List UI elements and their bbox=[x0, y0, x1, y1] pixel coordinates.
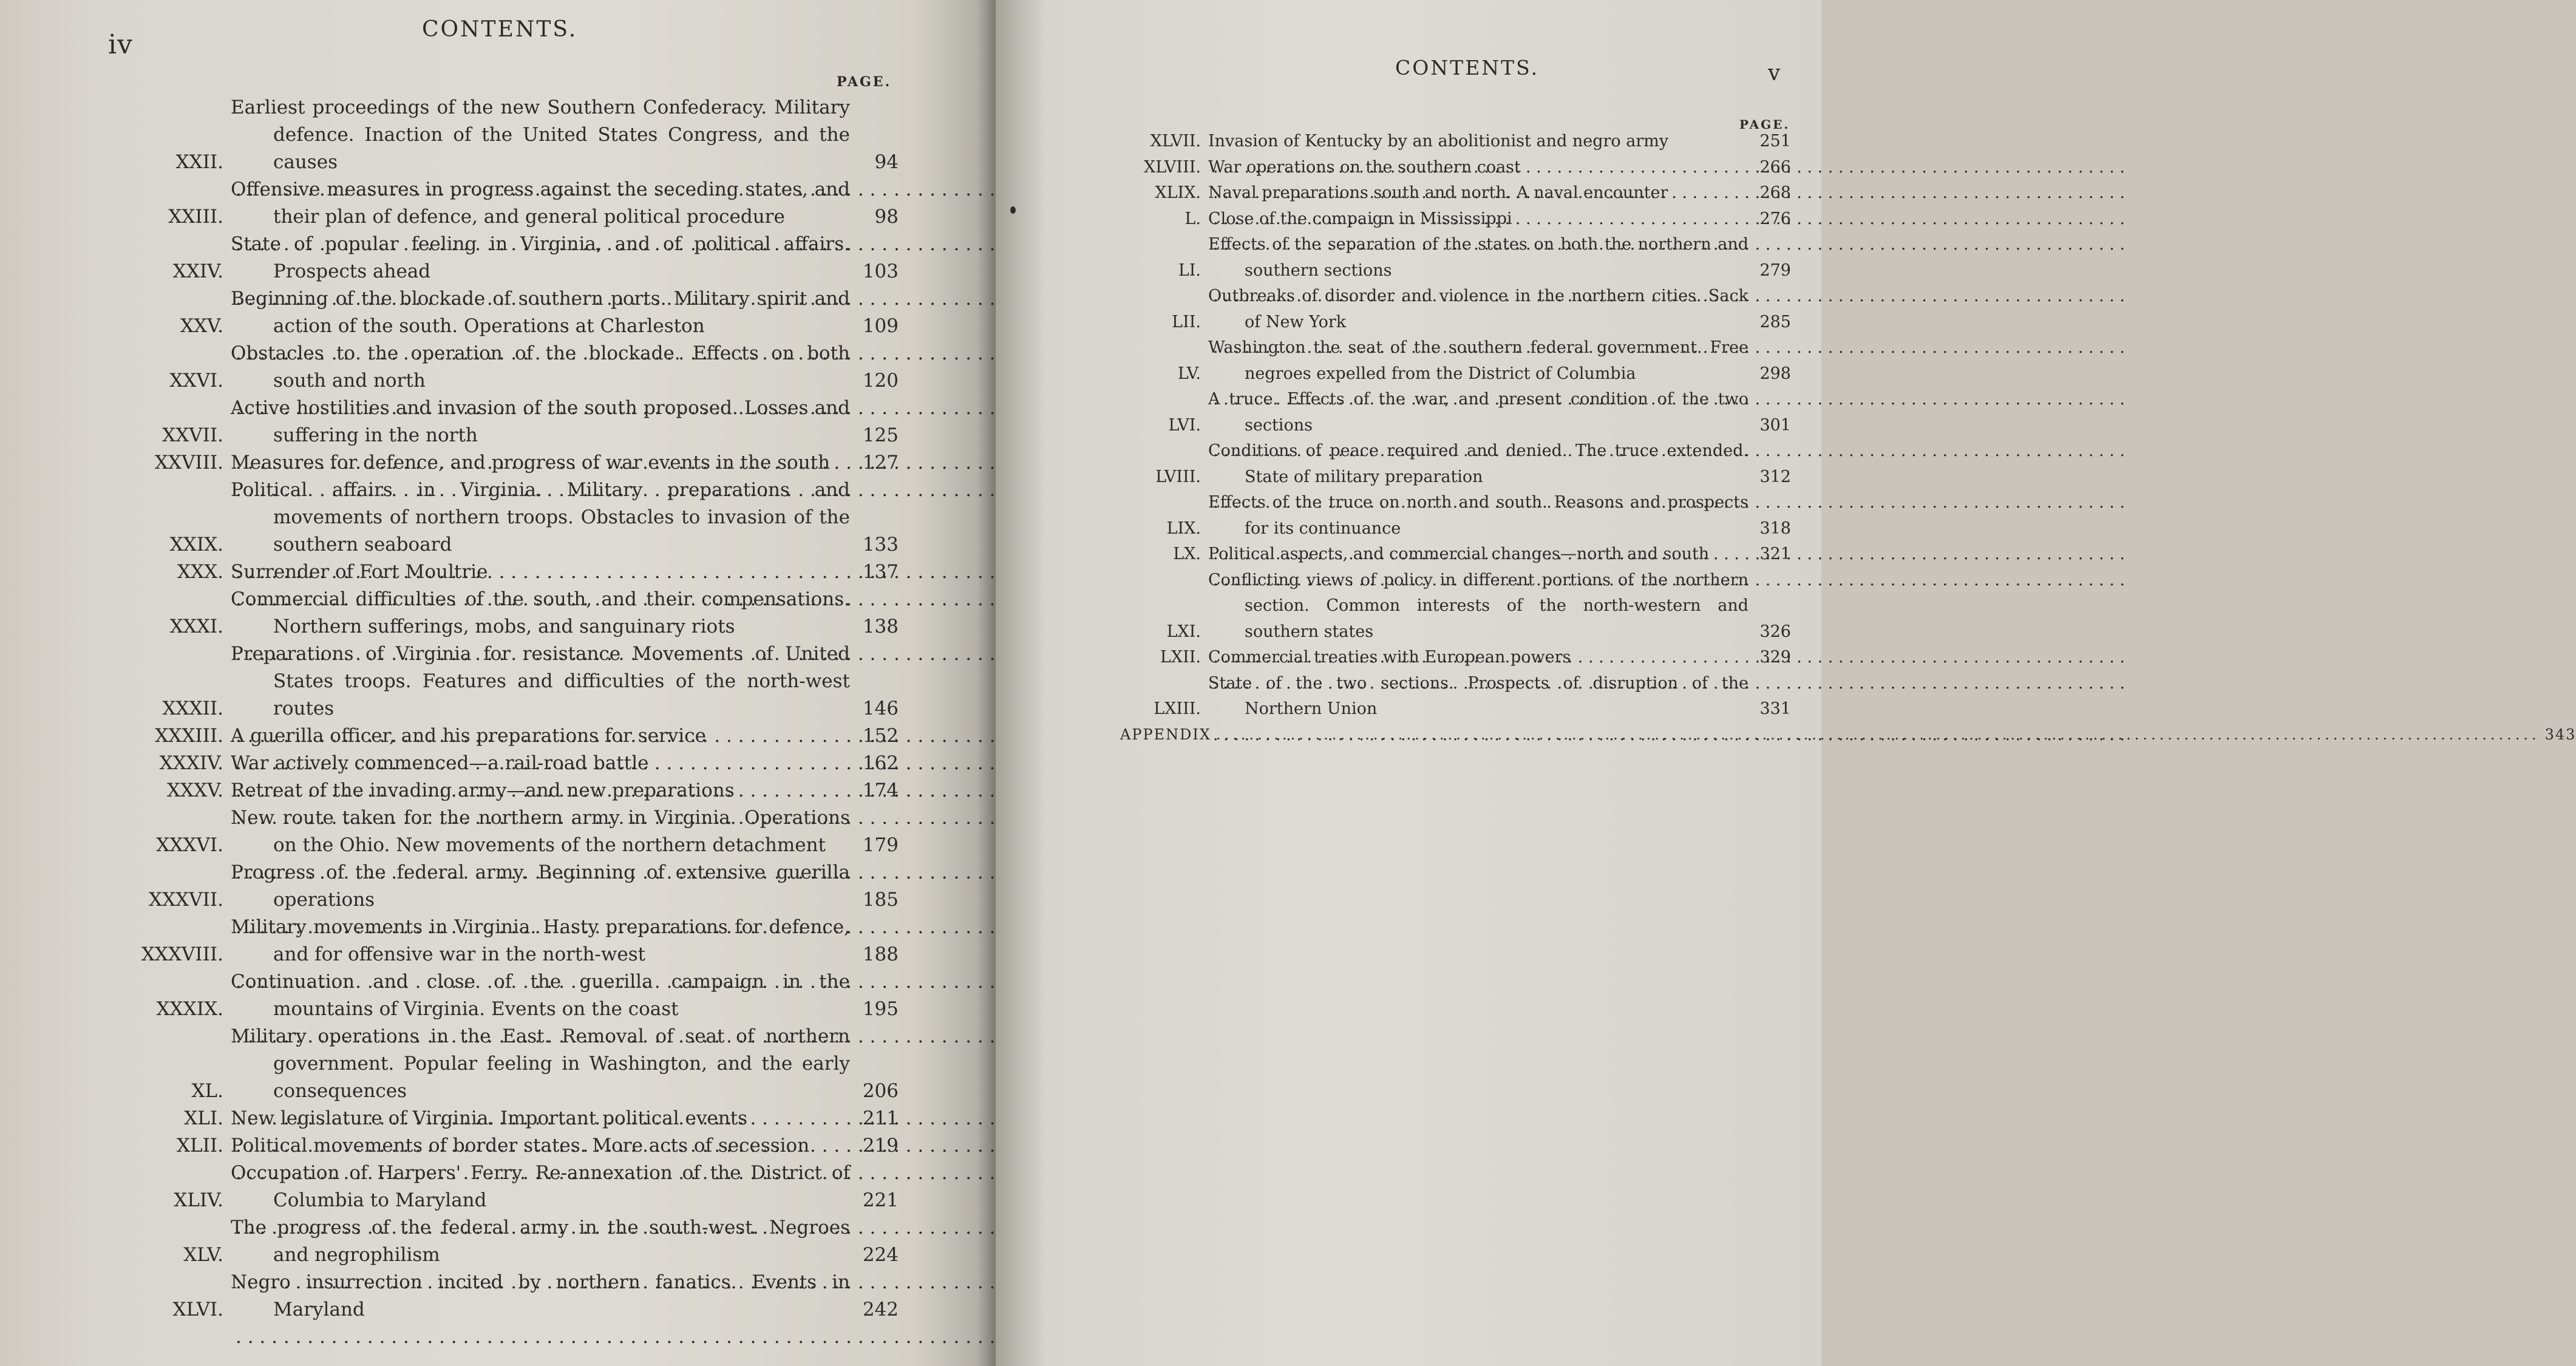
chapter-title bbox=[231, 1023, 850, 1105]
chapter-title-text: Measures for defence, and progress of war events in the south bbox=[231, 452, 831, 474]
chapter-number: XXVI. bbox=[169, 370, 223, 392]
chapter-title bbox=[1208, 387, 1748, 438]
chapter-number: XLVII. bbox=[1150, 132, 1201, 151]
chapter-title-text: Military movements in Virginia. Hasty preparations for defence, and for offensive war in the north-west bbox=[231, 916, 850, 965]
toc-entry bbox=[127, 449, 899, 477]
toc-entry bbox=[127, 968, 899, 1023]
page-reference: 127 bbox=[862, 452, 899, 474]
chapter-number: LI. bbox=[1178, 260, 1201, 280]
chapter-title-text: Offensive measures in progress against the seceding states, and their plan of defence, and general political procedure bbox=[231, 178, 850, 228]
page-reference: 268 bbox=[1759, 183, 1791, 202]
page-reference: 195 bbox=[862, 998, 899, 1020]
chapter-title bbox=[231, 641, 850, 722]
chapter-number: XLVI. bbox=[172, 1299, 223, 1320]
toc-entry bbox=[1117, 155, 1791, 181]
toc-entry bbox=[127, 1160, 899, 1214]
chapter-number: XXX. bbox=[177, 561, 223, 583]
chapter-title-text: Progress of the federal army. Beginning of extensive guerilla operations bbox=[231, 861, 850, 911]
chapter-title-text: Political movements of border states. More acts of secession bbox=[231, 1135, 810, 1157]
page-reference: 188 bbox=[862, 943, 899, 965]
chapter-title-text: New legislature of Virginia. Important political events bbox=[231, 1107, 748, 1129]
chapter-title bbox=[1208, 438, 1748, 490]
toc-entry bbox=[127, 477, 899, 559]
toc-entry bbox=[1117, 438, 1791, 490]
toc-entry bbox=[127, 586, 899, 641]
chapter-title-text: A guerilla officer, and his preparations for service bbox=[231, 725, 706, 747]
chapter-title bbox=[1208, 155, 1748, 181]
chapter-title-text: War actively commenced—a rail-road battle bbox=[231, 752, 649, 774]
toc-entry bbox=[127, 1023, 899, 1105]
chapter-number: LXII. bbox=[1160, 648, 1201, 667]
chapter-title bbox=[231, 586, 850, 641]
chapter-title-text: Political aspects, and commercial changes—north and south bbox=[1208, 545, 1710, 563]
page-reference: 138 bbox=[862, 616, 899, 637]
chapter-title-text: Commercial treaties with European powers bbox=[1208, 648, 1571, 667]
page-reference: 224 bbox=[862, 1244, 899, 1266]
chapter-title bbox=[1208, 180, 1748, 206]
chapter-title-text: Active hostilities and invasion of the south proposed. Losses and suffering in the north bbox=[231, 397, 850, 446]
toc-entry bbox=[1117, 645, 1791, 671]
toc-entry bbox=[1117, 284, 1791, 335]
toc-entry bbox=[1117, 387, 1791, 438]
chapter-number: XXIV. bbox=[172, 260, 223, 282]
chapter-number: XLIX. bbox=[1155, 183, 1201, 202]
chapter-title-text: A truce. Effects of the war, and present condition of the two sections bbox=[1208, 390, 1748, 435]
chapter-number: XXXV. bbox=[166, 780, 223, 801]
chapter-title-text: State of the two sections. Prospects of disruption of the Northern Union bbox=[1208, 673, 1748, 718]
page-reference: 285 bbox=[1759, 312, 1791, 331]
page-reference: 152 bbox=[862, 725, 899, 747]
page-reference: 276 bbox=[1759, 209, 1791, 228]
page-reference: 120 bbox=[862, 370, 899, 392]
chapter-title-text: Naval preparations south and north. A naval encounter bbox=[1208, 183, 1668, 202]
page-reference: 94 bbox=[874, 151, 899, 173]
chapter-title bbox=[231, 914, 850, 968]
page-reference: 298 bbox=[1759, 364, 1791, 383]
appendix-page: 343 bbox=[2544, 726, 2576, 743]
left-page bbox=[0, 0, 996, 1366]
chapter-number: XLV. bbox=[183, 1244, 223, 1266]
chapter-title bbox=[1208, 490, 1748, 542]
chapter-title bbox=[1208, 671, 1748, 722]
page-reference: 251 bbox=[1759, 132, 1791, 151]
page-reference: 103 bbox=[862, 260, 899, 282]
page-reference: 312 bbox=[1759, 467, 1791, 486]
page-reference: 266 bbox=[1759, 157, 1791, 177]
toc-entry bbox=[127, 1132, 899, 1160]
chapter-number: LVI. bbox=[1168, 415, 1201, 435]
page-reference: 331 bbox=[1759, 699, 1791, 718]
chapter-title bbox=[231, 1214, 850, 1269]
page-reference: 221 bbox=[862, 1189, 899, 1211]
page-reference: 219 bbox=[862, 1135, 899, 1157]
toc-entry bbox=[1117, 542, 1791, 568]
toc-entry bbox=[127, 231, 899, 285]
chapter-number: XXXVI. bbox=[156, 834, 223, 856]
page-reference: 279 bbox=[1759, 260, 1791, 280]
chapter-title-text: Beginning of the blockade of southern ports. Military spirit and action of the south. Operations at Charleston bbox=[231, 288, 850, 337]
chapter-title bbox=[231, 395, 850, 449]
chapter-title-text: Retreat of the invading army—and new preparations bbox=[231, 780, 735, 801]
toc-entry bbox=[127, 395, 899, 449]
toc-entry bbox=[127, 94, 899, 176]
chapter-title bbox=[1208, 284, 1748, 335]
page-reference: 206 bbox=[862, 1080, 899, 1102]
chapter-title-text: The progress of the federal army in the south-west. Negroes and negrophilism bbox=[231, 1217, 850, 1266]
chapter-number: LV. bbox=[1177, 364, 1201, 383]
toc-entry bbox=[1117, 129, 1791, 155]
toc-entry bbox=[127, 176, 899, 231]
chapter-title bbox=[231, 1105, 850, 1132]
chapter-number: XL. bbox=[191, 1080, 223, 1102]
chapter-number: XXXIII. bbox=[155, 725, 223, 747]
toc-entry bbox=[1117, 232, 1791, 284]
page-reference: 133 bbox=[862, 534, 899, 556]
toc-entry bbox=[127, 859, 899, 914]
chapter-number: XLI. bbox=[184, 1107, 223, 1129]
chapter-number: L. bbox=[1184, 209, 1201, 228]
toc-entry bbox=[127, 804, 899, 859]
toc-entry bbox=[127, 777, 899, 804]
page-reference: 179 bbox=[862, 834, 899, 856]
page-reference: 321 bbox=[1759, 545, 1791, 563]
toc-entry bbox=[127, 340, 899, 395]
chapter-title-text: Negro insurrection incited by northern fanatics. Events in Maryland bbox=[231, 1271, 850, 1320]
chapter-title-text: Effects of the truce on north and south. Reasons and prospects for its continuance bbox=[1208, 493, 1748, 538]
chapter-number: LX. bbox=[1173, 545, 1201, 563]
chapter-title-text: Surrender of Fort Moultrie bbox=[231, 561, 488, 583]
chapter-number: LVIII. bbox=[1155, 467, 1201, 486]
chapter-title-text: Obstacles to the operation of the blockade. Effects on both south and north bbox=[231, 342, 850, 392]
chapter-title bbox=[231, 968, 850, 1023]
chapter-title-text: Continuation and close of the guerilla campaign in the mountains of Virginia. Events on the coast bbox=[231, 971, 850, 1020]
page-reference: 318 bbox=[1759, 518, 1791, 538]
chapter-title-text: Preparations of Virginia for resistance Movements of United States troops. Features and difficulties of the north-west routes bbox=[231, 643, 850, 719]
chapter-number: XXXVII. bbox=[149, 889, 223, 911]
chapter-number: XXVII. bbox=[162, 424, 223, 446]
page-reference: 162 bbox=[862, 752, 899, 774]
toc-entry bbox=[127, 1105, 899, 1132]
chapter-number: XXXI. bbox=[169, 616, 223, 637]
chapter-title bbox=[1208, 129, 1748, 155]
chapter-title bbox=[1208, 232, 1748, 284]
chapter-title-text: Occupation of Harpers' Ferry. Re-annexation of the District of Columbia to Maryland bbox=[231, 1162, 850, 1211]
appendix-entry bbox=[1120, 722, 2576, 747]
appendix-label: APPENDIX bbox=[1120, 726, 1211, 743]
chapter-title bbox=[231, 285, 850, 340]
page-column-label-right: PAGE. bbox=[1739, 117, 1790, 132]
chapter-number: XXIX. bbox=[169, 534, 223, 556]
chapter-title bbox=[231, 559, 850, 586]
page-reference: 125 bbox=[862, 424, 899, 446]
toc-entry bbox=[127, 722, 899, 750]
chapter-number: LXI. bbox=[1166, 622, 1201, 641]
chapter-title bbox=[231, 1132, 850, 1160]
page-reference: 326 bbox=[1759, 622, 1791, 641]
chapter-title bbox=[231, 750, 850, 777]
chapter-title-text: Commercial difficulties of the south, and their compensations. Northern sufferings, mobs, and sanguinary riots bbox=[231, 588, 850, 637]
chapter-title bbox=[231, 722, 850, 750]
toc-entry bbox=[127, 641, 899, 722]
chapter-number: XXII. bbox=[175, 151, 223, 173]
page-reference: 185 bbox=[862, 889, 899, 911]
chapter-title bbox=[231, 859, 850, 914]
chapter-title-text: Military operations in the East. Removal of seat of northern government. Popular feeling in Washington, and the early consequences bbox=[231, 1025, 850, 1102]
chapter-title-text: Conflicting views of policy in different portions of the northern section. Common interests of the north-western and southern states bbox=[1208, 570, 1748, 641]
chapter-title-text: Outbreaks of disorder and violence in the northern cities. Sack of New York bbox=[1208, 287, 1748, 331]
chapter-title-text: War operations on the southern coast bbox=[1208, 157, 1521, 177]
chapter-title bbox=[231, 804, 850, 859]
page-reference: 137 bbox=[862, 561, 899, 583]
chapter-title-text: Earliest proceedings of the new Southern Confederacy. Military defence. Inaction of the United States Congress, and the causes bbox=[231, 97, 850, 173]
page-number-left: iv bbox=[108, 29, 133, 60]
toc-entry bbox=[1117, 671, 1791, 722]
chapter-title bbox=[1208, 542, 1748, 568]
chapter-title-text: New route taken for the northern army in Virginia. Operations on the Ohio. New movements of the northern detachment bbox=[231, 807, 850, 856]
running-head-right: CONTENTS. bbox=[1395, 56, 1540, 80]
chapter-title bbox=[231, 231, 850, 285]
page-reference: 98 bbox=[874, 206, 899, 228]
chapter-number: XXXIV. bbox=[159, 752, 223, 774]
chapter-title-text: Invasion of Kentucky by an abolitionist and negro army bbox=[1208, 132, 1669, 151]
chapter-title-text: State of popular feeling in Virginia, and of political affairs. Prospects ahead bbox=[231, 233, 850, 282]
chapter-number: XXXIX. bbox=[156, 998, 223, 1020]
page-number-right: v bbox=[1768, 61, 1781, 86]
chapter-title bbox=[231, 477, 850, 559]
chapter-title bbox=[231, 1160, 850, 1214]
chapter-number: LXIII. bbox=[1154, 699, 1201, 718]
paper-speck bbox=[1010, 206, 1016, 214]
chapter-title bbox=[231, 449, 850, 477]
page-reference: 242 bbox=[862, 1299, 899, 1320]
toc-entry bbox=[127, 750, 899, 777]
chapter-title bbox=[231, 1269, 850, 1324]
page-reference: 174 bbox=[862, 780, 899, 801]
chapter-number: XXIII. bbox=[168, 206, 223, 228]
page-column-label-left: PAGE. bbox=[837, 74, 892, 90]
chapter-title bbox=[231, 777, 850, 804]
chapter-number: LII. bbox=[1172, 312, 1201, 331]
chapter-title bbox=[231, 340, 850, 395]
contents-list-left bbox=[127, 94, 899, 1324]
page-reference: 146 bbox=[862, 698, 899, 719]
toc-entry bbox=[1117, 180, 1791, 206]
page-reference: 109 bbox=[862, 315, 899, 337]
chapter-title bbox=[1208, 568, 1748, 645]
chapter-title bbox=[231, 176, 850, 231]
toc-entry bbox=[1117, 206, 1791, 233]
chapter-title bbox=[1208, 206, 1748, 233]
running-head-left: CONTENTS. bbox=[422, 17, 578, 42]
chapter-title-text: Washington the seat of the southern federal government. Free negroes expelled from the District of Columbia bbox=[1208, 338, 1748, 383]
page-reference: 301 bbox=[1759, 415, 1791, 435]
toc-entry bbox=[1117, 335, 1791, 387]
chapter-number: XXVIII. bbox=[154, 452, 223, 474]
toc-entry bbox=[127, 1214, 899, 1269]
chapter-number: XLII. bbox=[176, 1135, 223, 1157]
chapter-title bbox=[1208, 335, 1748, 387]
chapter-number: XLIV. bbox=[174, 1189, 223, 1211]
chapter-title bbox=[231, 94, 850, 176]
appendix-leader: ................................................................................................................................................................ bbox=[1215, 726, 2540, 743]
chapter-title bbox=[1208, 645, 1748, 671]
chapter-number: XLVIII. bbox=[1143, 157, 1201, 177]
chapter-number: LIX. bbox=[1166, 518, 1201, 538]
chapter-number: XXV. bbox=[180, 315, 223, 337]
chapter-title-text: Political affairs in Virginia. Military preparations and movements of northern troops. Obstacles to invasion of the southern seaboard bbox=[231, 479, 850, 556]
chapter-number: XXXVIII. bbox=[141, 943, 223, 965]
toc-entry bbox=[127, 559, 899, 586]
toc-entry bbox=[127, 914, 899, 968]
toc-entry bbox=[1117, 568, 1791, 645]
chapter-title-text: Effects of the separation of the states on both the northern and southern sections bbox=[1208, 235, 1748, 280]
chapter-title-text: Close of the compaign in Mississippi bbox=[1208, 209, 1512, 228]
toc-entry bbox=[127, 285, 899, 340]
chapter-title-text: Conditions of peace required and denied. The truce extended. State of military preparation bbox=[1208, 441, 1748, 486]
toc-entry bbox=[127, 1269, 899, 1324]
contents-list-right bbox=[1117, 129, 1791, 722]
page-reference: 329 bbox=[1759, 648, 1791, 667]
chapter-number: XXXII. bbox=[162, 698, 223, 719]
toc-entry bbox=[1117, 490, 1791, 542]
page-reference: 211 bbox=[862, 1107, 899, 1129]
